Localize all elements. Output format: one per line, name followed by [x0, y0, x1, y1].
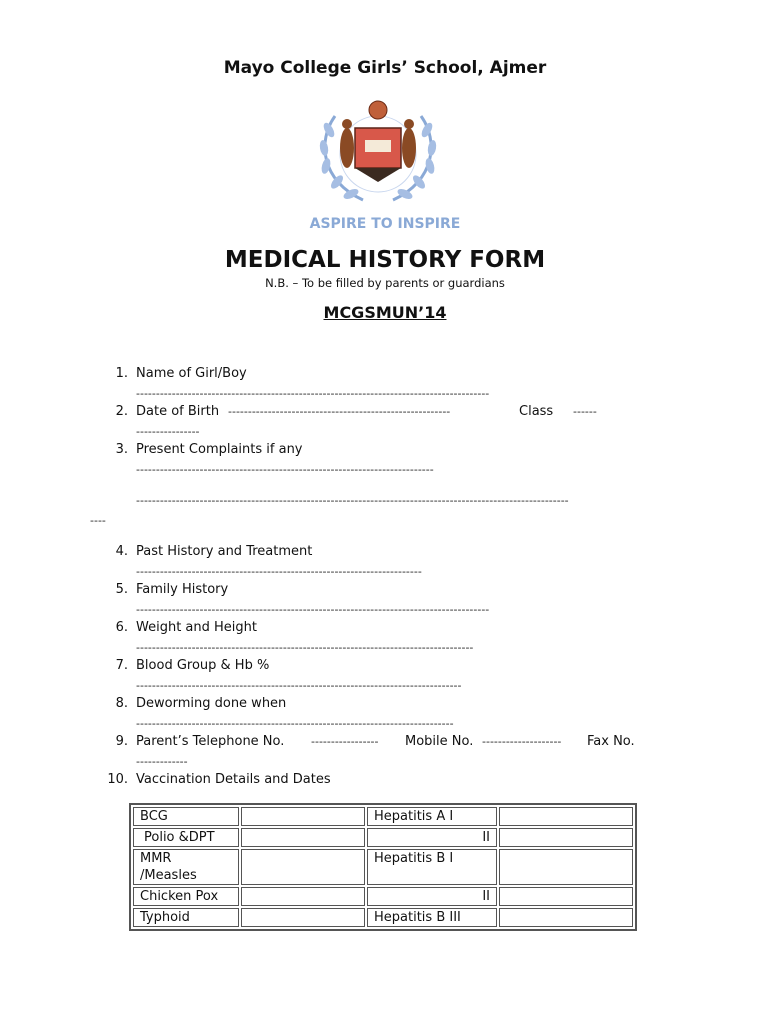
item-deworming: 8. Deworming done when	[115, 696, 287, 711]
item-weight-height-label: Weight and Height	[136, 620, 257, 635]
vaccine-name-cell: Typhoid	[133, 908, 239, 927]
fill-note: N.B. – To be filled by parents or guardians	[265, 276, 505, 290]
complaints-field-line-1[interactable]: ---------------------------------------------------------------------------	[136, 463, 434, 476]
item-name-label: Name of Girl/Boy	[136, 366, 247, 381]
vaccine-name-cell: Hepatitis B III	[367, 908, 497, 927]
vaccine-date-cell[interactable]	[499, 908, 633, 927]
item-family-history: 5. Family History	[115, 582, 229, 597]
item-dob-label: Date of Birth	[136, 404, 220, 419]
vaccine-date-cell[interactable]	[499, 828, 633, 847]
item-name: 1. Name of Girl/Boy	[115, 366, 247, 381]
complaints-field-line-2[interactable]: -------------------------------------------------------------------------------------------------------------	[136, 494, 569, 507]
fax-label: Fax No.	[587, 734, 635, 749]
form-title: MEDICAL HISTORY FORM	[224, 247, 546, 273]
name-field-line[interactable]: -----------------------------------------------------------------------------------------	[136, 387, 490, 400]
telephone-field-line[interactable]: -----------------	[311, 735, 379, 748]
vaccine-date-cell[interactable]	[241, 908, 365, 927]
item-weight-height: 6. Weight and Height	[115, 620, 257, 635]
vaccine-date-cell[interactable]	[241, 807, 365, 826]
deworming-field-line[interactable]: --------------------------------------------------------------------------------	[136, 717, 454, 730]
mobile-label: Mobile No.	[405, 734, 474, 749]
table-row	[133, 849, 633, 885]
item-complaints-label: Present Complaints if any	[136, 442, 303, 457]
vaccine-name-cell: Chicken Pox	[133, 887, 239, 906]
class-label: Class	[519, 404, 554, 419]
vaccine-date-cell[interactable]	[499, 887, 633, 906]
vaccine-name-cell: BCG	[133, 807, 239, 826]
school-motto: ASPIRE TO INSPIRE	[309, 216, 461, 232]
past-history-field-line[interactable]: ------------------------------------------------------------------------	[136, 565, 422, 578]
vaccine-date-cell[interactable]	[241, 887, 365, 906]
complaints-field-line-3[interactable]: ----	[90, 514, 106, 527]
item-dob: 2. Date of Birth	[115, 404, 220, 419]
family-history-field-line[interactable]: -----------------------------------------------------------------------------------------	[136, 603, 490, 616]
school-name: Mayo College Girls’ School, Ajmer	[223, 58, 547, 78]
vaccine-name-cell: MMR /Measles	[133, 849, 239, 885]
vaccination-table	[129, 803, 637, 931]
item-past-history: 4. Past History and Treatment	[115, 544, 313, 559]
vaccine-date-cell[interactable]	[241, 828, 365, 847]
event-title: MCGSMUN’14	[323, 303, 447, 322]
item-past-history-label: Past History and Treatment	[136, 544, 313, 559]
table-row	[133, 807, 633, 826]
item-family-history-label: Family History	[136, 582, 229, 597]
blood-group-field-line[interactable]: ----------------------------------------------------------------------------------	[136, 679, 462, 692]
table-row	[133, 908, 633, 927]
vaccine-name-cell: Polio &DPT	[133, 828, 239, 847]
item-vaccination-label: Vaccination Details and Dates	[136, 772, 331, 787]
school-emblem-logo	[313, 96, 443, 208]
vaccine-date-cell[interactable]	[499, 849, 633, 885]
item-complaints: 3. Present Complaints if any	[115, 442, 303, 457]
item-parent-phone: 9. Parent’s Telephone No.	[115, 734, 285, 749]
class-field-line-continued[interactable]: ----------------	[136, 425, 200, 438]
vaccine-name-cell: Hepatitis B I	[367, 849, 497, 885]
weight-height-field-line[interactable]: -------------------------------------------------------------------------------------	[136, 641, 474, 654]
vaccine-date-cell[interactable]	[499, 807, 633, 826]
class-field-line[interactable]: ------	[573, 405, 597, 418]
vaccine-name-cell: II	[367, 828, 497, 847]
table-row	[133, 828, 633, 847]
item-blood-group: 7. Blood Group & Hb %	[115, 658, 270, 673]
table-row	[133, 887, 633, 906]
mobile-field-line[interactable]: --------------------	[482, 735, 562, 748]
item-parent-phone-label: Parent’s Telephone No.	[136, 734, 285, 749]
vaccine-name-cell: II	[367, 887, 497, 906]
dob-field-line[interactable]: --------------------------------------------------------	[228, 405, 451, 418]
item-deworming-label: Deworming done when	[136, 696, 287, 711]
item-blood-group-label: Blood Group & Hb %	[136, 658, 270, 673]
fax-field-line[interactable]: -------------	[136, 755, 188, 768]
item-vaccination: 10. Vaccination Details and Dates	[107, 772, 331, 787]
vaccine-date-cell[interactable]	[241, 849, 365, 885]
vaccine-name-cell: Hepatitis A I	[367, 807, 497, 826]
